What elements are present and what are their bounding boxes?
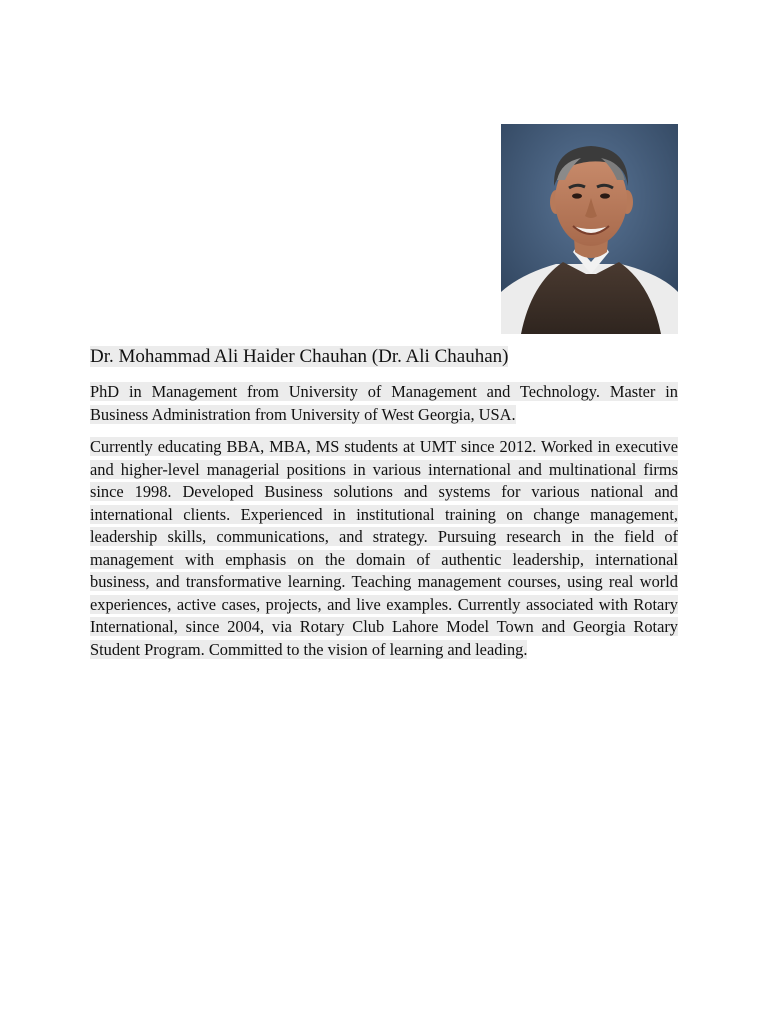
education-paragraph (90, 381, 678, 426)
bio-paragraph (90, 436, 678, 661)
profile-photo (501, 124, 678, 334)
bio-text: Currently educating BBA, MBA, MS students at UMT since 2012. Worked in executive and higher-level managerial positions in various international and multinational firms since 1998. Developed Business solutions and systems for various national and international clients. Experienced in institutional training on change management, leadership skills, communications, and strategy. Pursuing research in the field of management with emphasis on the domain of authentic leadership, international business, and transformative learning. Teaching management courses, using real world experiences, active cases, projects, and live examples. Currently associated with Rotary International, since 2004, via Rotary Club Lahore Model Town and Georgia Rotary Student Program. Committed to the vision of learning and leading. (90, 437, 678, 659)
person-name (90, 345, 690, 369)
person-name-text: Dr. Mohammad Ali Haider Chauhan (Dr. Ali Chauhan) (90, 346, 509, 367)
education-text: PhD in Management from University of Management and Technology. Master in Business Administration from University of West Georgia, USA. (90, 382, 678, 424)
